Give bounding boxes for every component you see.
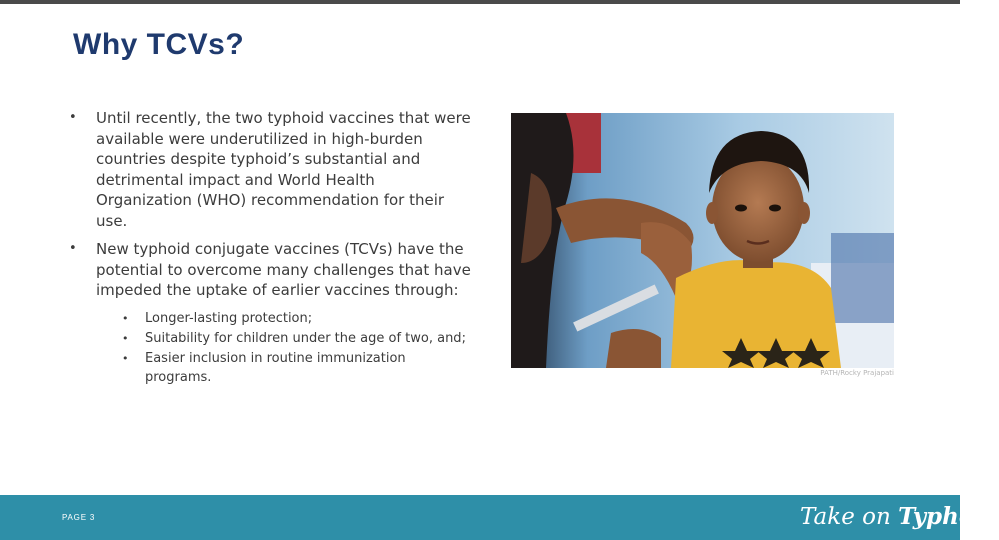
photo-illustration bbox=[511, 113, 894, 368]
bullet-item bbox=[63, 108, 473, 231]
top-rule bbox=[0, 0, 960, 4]
page-number: PAGE 3 bbox=[62, 513, 96, 522]
sub-bullet-marker: • bbox=[122, 331, 129, 345]
bullet-marker: • bbox=[69, 110, 77, 125]
sub-bullet-item bbox=[96, 349, 473, 387]
logo-text-part2: Typhoid bbox=[898, 503, 999, 530]
sub-bullet-text: Suitability for children under the age of two, and; bbox=[145, 330, 466, 346]
take-on-typhoid-logo bbox=[800, 503, 999, 530]
sub-bullet-text: Easier inclusion in routine immunization programs. bbox=[145, 350, 406, 385]
slide-title: Why TCVs? bbox=[73, 28, 245, 61]
sub-bullet-list bbox=[96, 309, 473, 387]
bullet-list bbox=[63, 108, 473, 395]
bullet-text: New typhoid conjugate vaccines (TCVs) have the potential to overcome many challenges that have impeded the uptake of earlier vaccines through: bbox=[96, 240, 471, 299]
sub-bullet-item bbox=[96, 309, 473, 328]
sub-bullet-marker: • bbox=[122, 351, 129, 365]
sub-bullet-text: Longer-lasting protection; bbox=[145, 310, 313, 326]
bullet-item bbox=[63, 239, 473, 387]
logo-text-part1: Take on bbox=[800, 504, 899, 530]
photo-credit: PATH/Rocky Prajapati bbox=[820, 369, 894, 377]
sub-bullet-item bbox=[96, 329, 473, 348]
bullet-text: Until recently, the two typhoid vaccines that were available were underutilized in high-burden countries despite typhoid’s substantial and detrimental impact and World Health Organization (WHO) recommendation for their use. bbox=[96, 109, 471, 230]
footer-bar bbox=[0, 495, 999, 540]
bullet-marker: • bbox=[69, 241, 77, 256]
sub-bullet-marker: • bbox=[122, 311, 129, 325]
vaccination-photo bbox=[511, 113, 894, 368]
